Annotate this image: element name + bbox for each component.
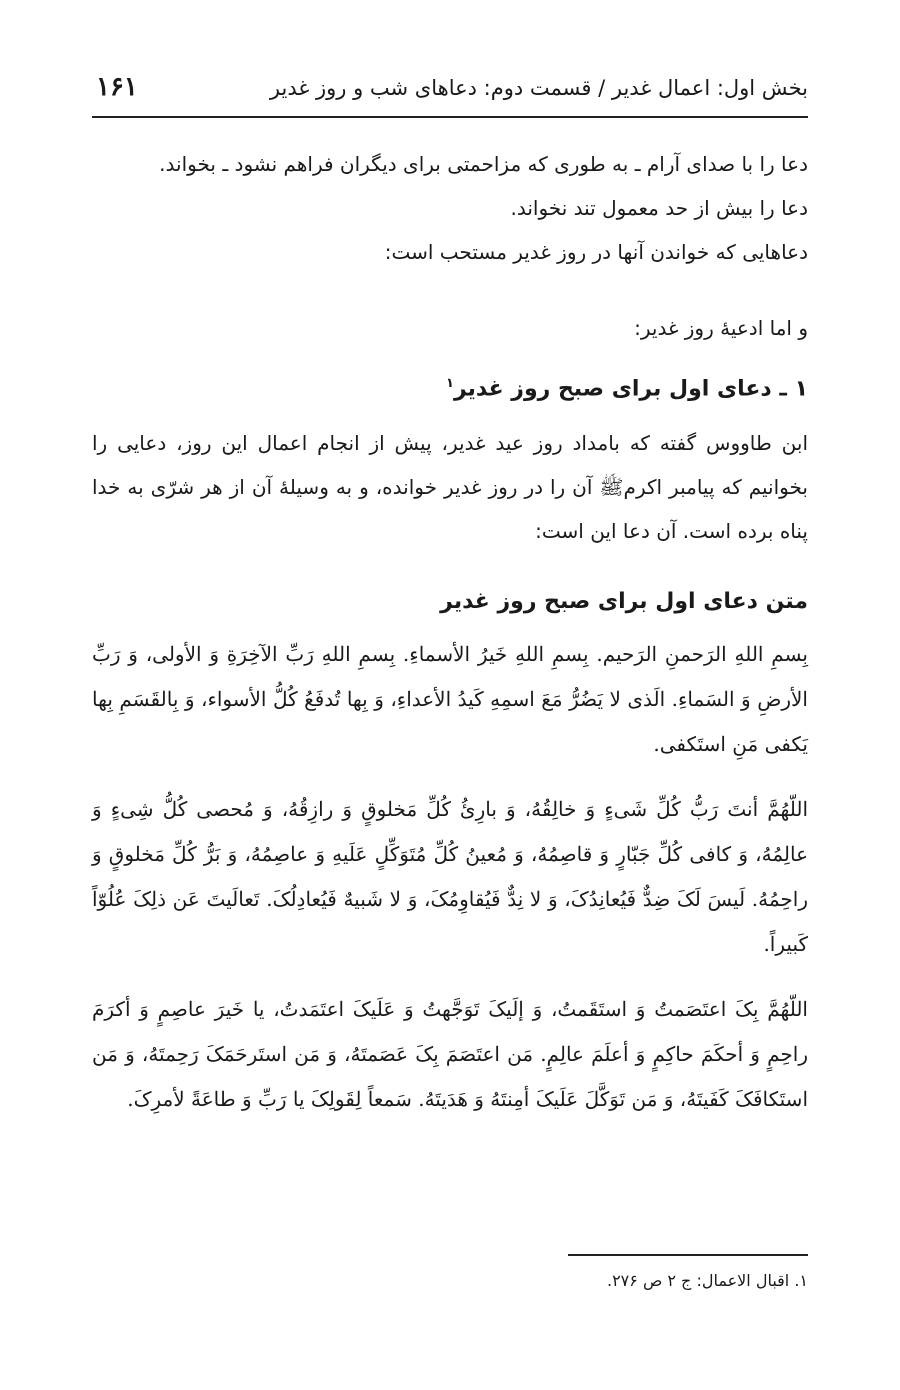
footnote-text: ۱. اقبال الاعمال: ج ۲ ص ۲۷۶. bbox=[606, 1271, 808, 1290]
section-2 bbox=[92, 582, 808, 1122]
section-1 bbox=[92, 364, 808, 553]
intro-line: دعا را بیش از حد معمول تند نخواند. bbox=[510, 196, 808, 220]
prayer-paragraph: اللّهُمَّ أنتَ رَبُّ کُلِّ شَیءٍ وَ خالِقُهُ، وَ بارِئُ کُلِّ مَخلوقٍ وَ رازِقُهُ، وَ مُحصی کُلُّ شِیءٍ وَ عالِمُهُ، وَ کافی کُلِّ جَبّارٍ وَ قاصِمُهُ، وَ مُعینُ کُلِّ مُتَوَکِّلٍ عَلَیهِ وَ عاصِمُهُ، وَ بَرُّ کُلِّ مَخلوقٍ وَ راحِمُهُ. لَیسَ لَکَ ضِدٌّ فَیُعانِدُکَ، وَ لا نِدٌّ فَیُقاوِمُکَ، وَ لا شَبیهٌ فَیُعادِلُکَ. تَعالَیتَ عَن ذلِکَ عُلُوّاً کَبیراً. bbox=[92, 797, 808, 956]
running-header bbox=[92, 70, 808, 118]
intro-line: دعا را با صدای آرام ـ به طوری که مزاحمتی برای دیگران فراهم نشود ـ بخواند. bbox=[159, 152, 808, 176]
footnote-marker: ۱ bbox=[446, 376, 454, 391]
intro-line: دعاهایی که خواندن آنها در روز غدیر مستحب است: bbox=[384, 240, 808, 264]
prayer-paragraph: اللّهُمَّ بِکَ اعتَصَمتُ وَ استَقَمتُ، وَ إلَیکَ تَوَجَّهتُ وَ عَلَیکَ اعتَمَدتُ، یا خَیرَ عاصِمٍ وَ أکرَمَ راحِمٍ وَ أحکَمَ حاکِمٍ وَ أعلَمَ عالِمٍ. مَن اعتَصَمَ بِکَ عَصَمتَهُ، وَ مَن استَرحَمَکَ رَحِمتَهُ، وَ مَن استَکافَکَ کَفَیتَهُ، وَ مَن تَوَکَّلَ عَلَیکَ أمِنتَهُ وَ هَدَیتَهُ. سَمعاً لِقَولِکَ یا رَبِّ وَ طاعَةً لأمرِکَ. bbox=[92, 997, 808, 1111]
section-heading: متن دعای اول برای صبح روز غدیر bbox=[440, 589, 808, 614]
section-heading-text: ۱ ـ دعای اول برای صبح روز غدیر bbox=[453, 376, 808, 402]
footnotes bbox=[92, 1268, 808, 1294]
intro-section-lead bbox=[92, 306, 808, 350]
intro-line: و اما ادعیهٔ روز غدیر: bbox=[634, 316, 808, 340]
footnote-divider bbox=[568, 1254, 808, 1256]
header-title: بخش اول: اعمال غدیر / قسمت دوم: دعاهای شب و روز غدیر bbox=[269, 76, 808, 100]
page-number: ۱۶۱ bbox=[96, 72, 138, 102]
section-heading bbox=[92, 364, 808, 409]
body-paragraph: ابن طاووس گفته که بامداد روز عید غدیر، پیش از انجام اعمال این روز، دعایی را بخوانیم که پیامبر اکرمﷺ آن را در روز غدیر خوانده، و به وسیلهٔ آن از هر شرّی به خدا پناه برده است. آن دعا این است: bbox=[92, 431, 808, 544]
prayer-paragraph: بِسمِ اللهِ الرَحمنِ الرَحیم. بِسمِ اللهِ خَیرُ الأسماءِ. بِسمِ اللهِ رَبِّ الآخِرَةِ وَ الأولی، وَ رَبِّ الأرضِ وَ السَماءِ. الَذی لا یَضُرُّ مَعَ اسمِهِ کَیدُ الأعداءِ، وَ بِها تُدفَعُ کُلُّ الأسواء، وَ بِالقَسَمِ بِها یَکفی مَنِ استَکفی. bbox=[92, 642, 808, 756]
intro-lines bbox=[92, 142, 808, 274]
